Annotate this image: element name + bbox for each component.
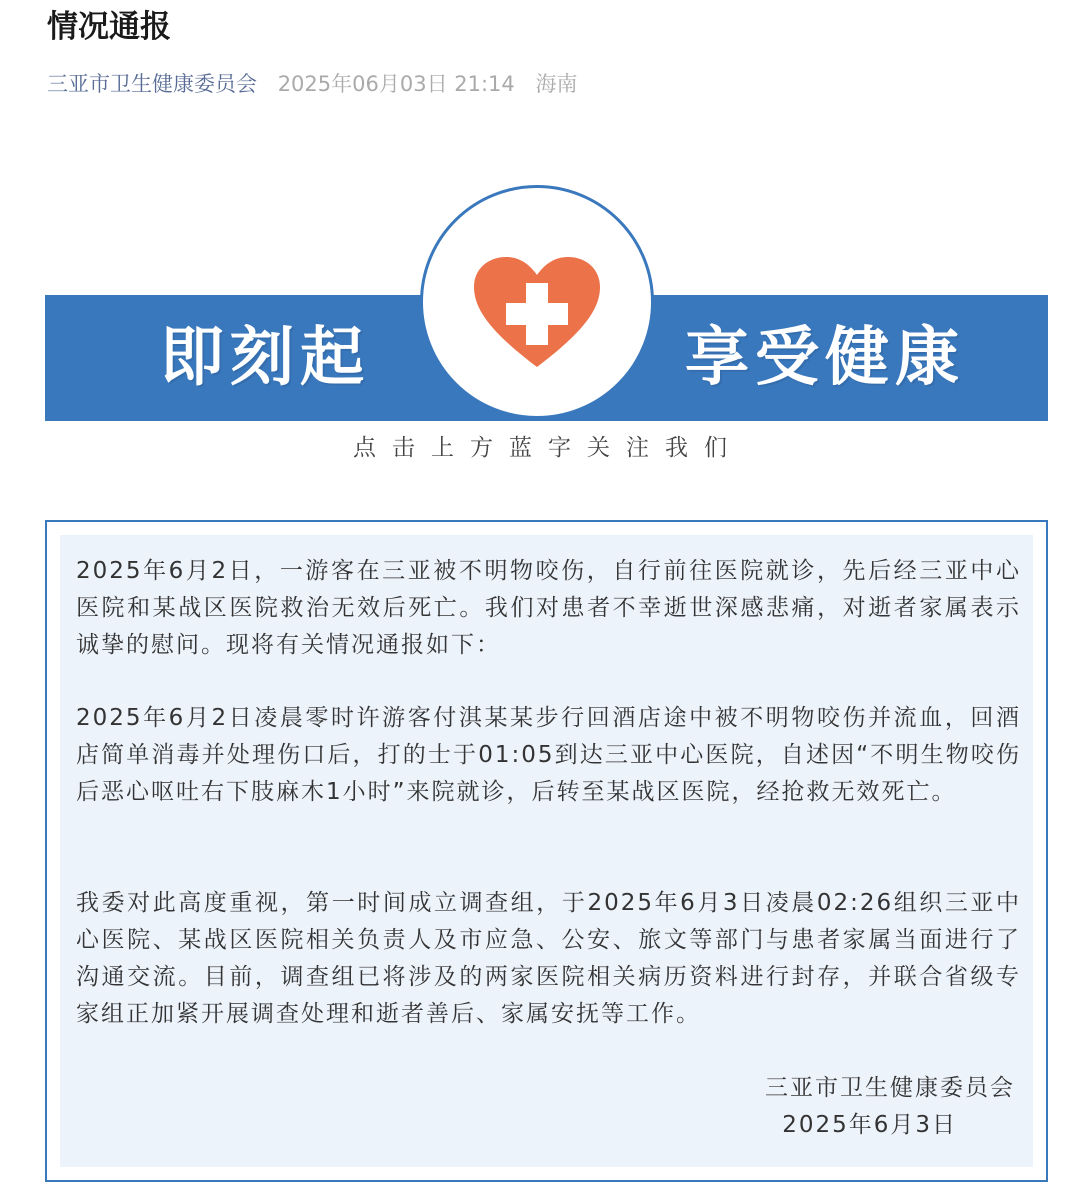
publish-datetime: 2025年06月03日 21:14 <box>277 72 515 96</box>
notice-paragraph: 2025年6月2日凌晨零时许游客付淇某某步行回酒店途中被不明物咬伤并流血，回酒店简单消毒并处理伤口后，打的士于01:05到达三亚中心医院，自述因“不明生物咬伤后恶心呕吐右下肢麻木1小时”来院就诊，后转至某战区医院，经抢救无效死亡。 <box>76 705 1021 805</box>
follow-tip: 点击上方蓝字关注我们 <box>353 435 743 461</box>
notice-paragraph: 我委对此高度重视，第一时间成立调查组，于2025年6月3日凌晨02:26组织三亚中心医院、某战区医院相关负责人及市应急、公安、旅文等部门与患者家属当面进行了沟通交流。目前，调查组已将涉及的两家医院相关病历资料进行封存，并联合省级专家组正加紧开展调查处理和逝者善后、家属安抚等工作。 <box>76 890 1021 1027</box>
article-title: 情况通报 <box>47 9 171 45</box>
signature-date: 2025年6月3日 <box>782 1112 957 1138</box>
banner-right-text: 享受健康 <box>685 321 965 395</box>
signature-org: 三亚市卫生健康委员会 <box>765 1075 1015 1101</box>
account-name-link[interactable]: 三亚市卫生健康委员会 <box>47 72 257 96</box>
article-meta <box>47 68 577 100</box>
notice-content <box>60 535 1033 1167</box>
notice-paragraph: 2025年6月2日，一游客在三亚被不明物咬伤，自行前往医院就诊，先后经三亚中心医院和某战区医院救治无效后死亡。我们对患者不幸逝世深感悲痛，对逝者家属表示诚挚的慰问。现将有关情况通报如下： <box>76 558 1021 658</box>
banner-left-text: 即刻起 <box>160 321 370 395</box>
publish-location: 海南 <box>535 72 578 96</box>
header-banner[interactable] <box>45 185 1048 425</box>
heart-cross-icon <box>472 255 602 370</box>
notice-box <box>45 520 1048 1182</box>
